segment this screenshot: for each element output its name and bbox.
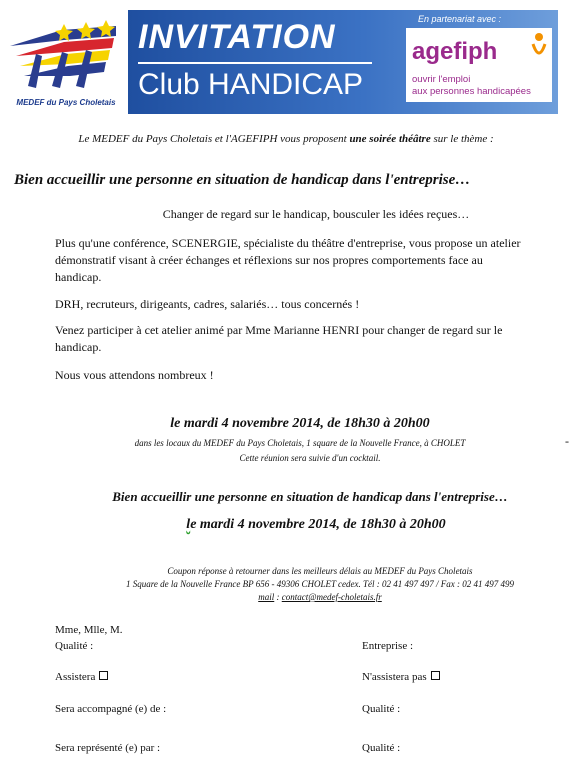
event-tagline: Changer de regard sur le handicap, bousculer les idées reçues…	[162, 207, 470, 221]
represente-label: Sera représenté (e) par :	[55, 742, 161, 754]
paragraph-description: Plus qu'une conférence, SCENERGIE, spécialiste du théâtre d'entreprise, vous propose un atelier démonstratif visant à créer échanges et réflexions sur nos propres comportements face au handicap.	[55, 236, 521, 284]
email-link[interactable]: contact@medef-choletais.fr	[281, 592, 382, 602]
paragraph-closing: Nous vous attendons nombreux !	[55, 368, 214, 382]
partner-label: En partenariat avec :	[418, 14, 502, 24]
qualite-representant-label: Qualité :	[362, 742, 401, 754]
nassistera-option[interactable]	[362, 671, 440, 683]
event-followup: Cette réunion sera suivie d'un cocktail.	[239, 453, 381, 463]
coupon-date-first: l	[186, 517, 191, 532]
agefiph-logo	[406, 28, 552, 102]
coupon-mail-line	[0, 591, 572, 604]
entreprise-label: Entreprise :	[362, 640, 414, 652]
civility-label: Mme, Mlle, M.	[55, 624, 123, 636]
qualite-accompagnant-label: Qualité :	[362, 703, 401, 715]
accompagne-label: Sera accompagné (e) de :	[55, 703, 167, 715]
logo-caption: MEDEF du Pays Choletais	[16, 98, 116, 107]
coupon-headline: Bien accueillir une personne en situation de handicap dans l'entreprise…	[112, 489, 508, 504]
event-date: le mardi 4 novembre 2014, de 18h30 à 20h00	[170, 416, 430, 431]
agefiph-tagline-1: ouvrir l'emploi	[412, 74, 471, 85]
page-subtitle: Club HANDICAP	[138, 68, 364, 101]
event-location: dans les locaux du MEDEF du Pays Choletais, 1 square de la Nouvelle France, à CHOLET	[134, 438, 466, 448]
intro-line	[0, 133, 572, 145]
coupon-line-1: Coupon réponse à retourner dans les meilleurs délais au MEDEF du Pays Choletais	[167, 566, 473, 576]
intro-text-2: sur le thème :	[430, 133, 494, 145]
mail-separator: :	[274, 592, 282, 602]
intro-text-1: Le MEDEF du Pays Choletais et l'AGEFIPH vous proposent	[78, 133, 350, 145]
nassistera-label: N'assistera pas	[362, 671, 427, 683]
coupon-line-2: 1 Square de la Nouvelle France BP 656 - 49306 CHOLET cedex. Tél : 02 41 497 497 / Fax : 02 41 497 499	[125, 579, 515, 589]
paragraph-audience: DRH, recruteurs, dirigeants, cadres, salariés… tous concernés !	[55, 297, 360, 311]
agefiph-name: agefiph	[412, 38, 498, 65]
paragraph-host: Venez participer à cet atelier animé par Mme Marianne HENRI pour changer de regard sur le handicap.	[55, 323, 503, 354]
intro-bold: une soirée théâtre	[349, 133, 431, 145]
coupon-info	[0, 565, 572, 604]
medef-logo	[6, 16, 126, 120]
qualite-label: Qualité :	[55, 640, 94, 652]
nassistera-checkbox[interactable]	[431, 671, 440, 680]
page-title: INVITATION	[138, 18, 336, 56]
agefiph-tagline-2: aux personnes handicapées	[412, 86, 531, 97]
agefiph-person-icon	[530, 32, 548, 62]
stray-dash: -	[565, 434, 569, 448]
assistera-checkbox[interactable]	[99, 671, 108, 680]
title-divider	[138, 62, 372, 64]
assistera-label: Assistera	[55, 671, 96, 683]
coupon-date	[0, 517, 572, 533]
coupon-date-rest: e mardi 4 novembre 2014, de 18h30 à 20h00	[190, 517, 446, 532]
mail-label: mail	[258, 592, 275, 602]
assistera-option[interactable]	[55, 671, 108, 683]
event-headline: Bien accueillir une personne en situation de handicap dans l'entreprise…	[14, 172, 471, 188]
header-banner	[0, 0, 572, 120]
medef-logo-graphic	[6, 16, 126, 100]
